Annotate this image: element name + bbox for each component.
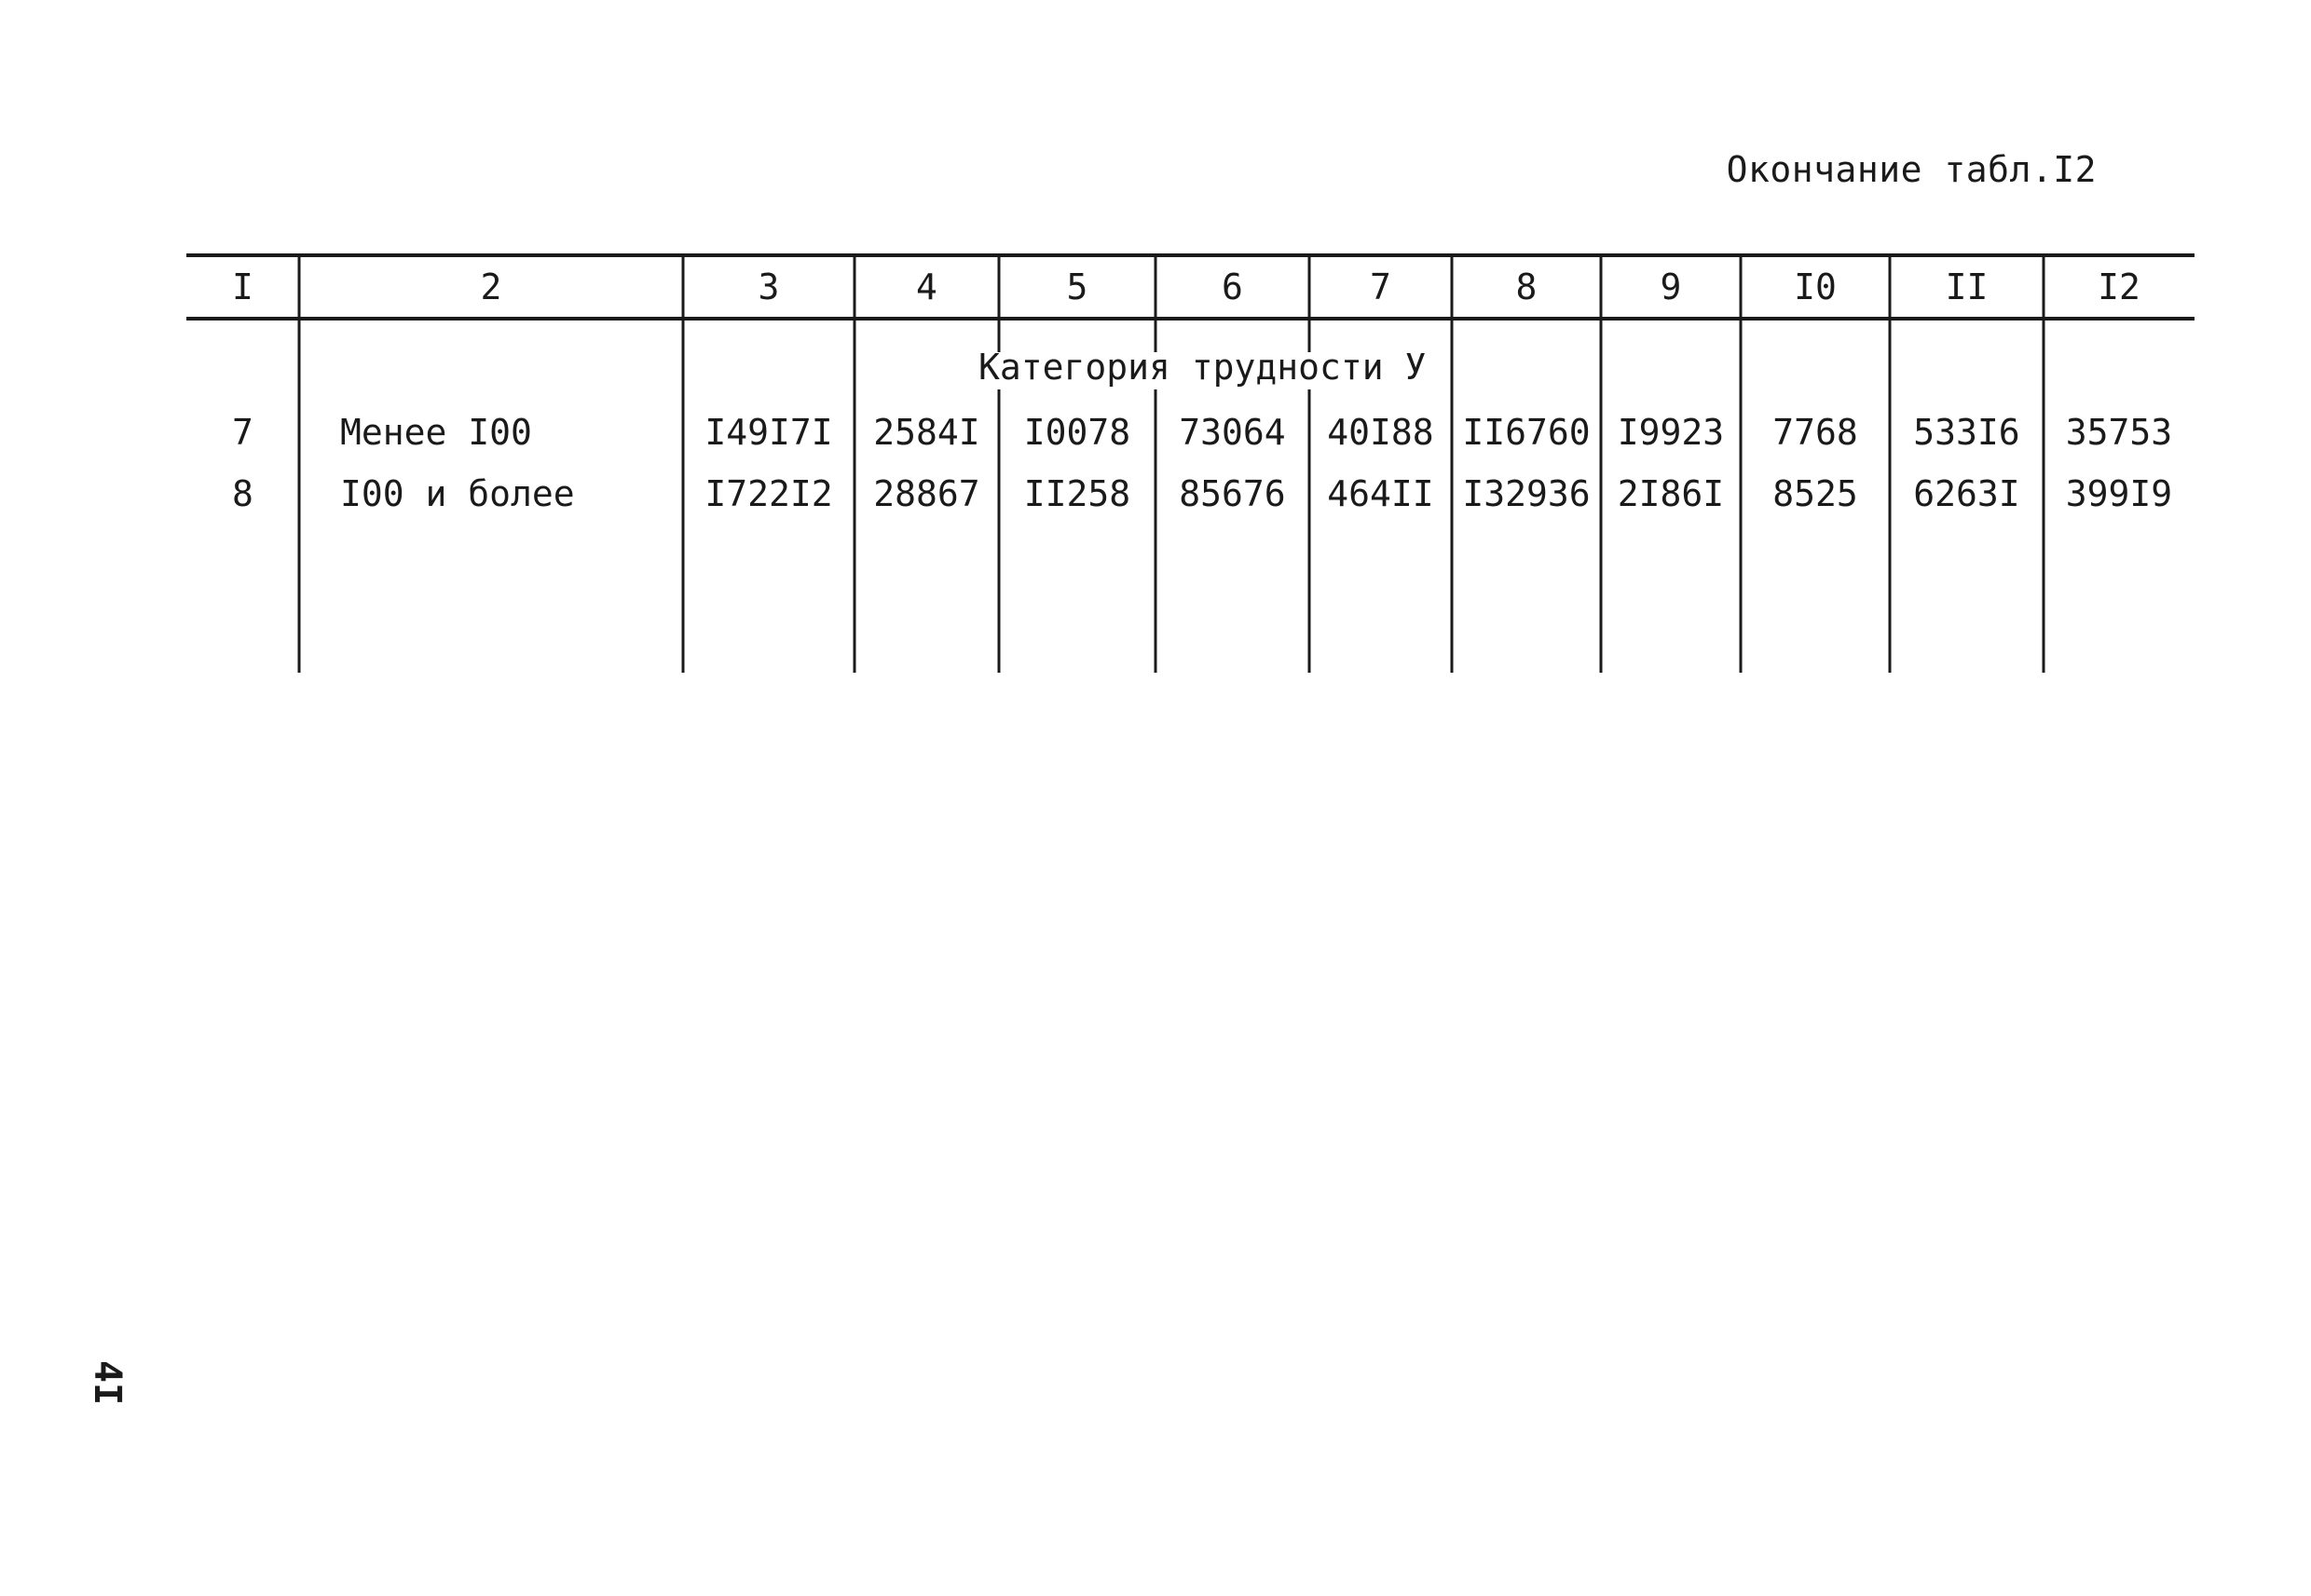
header-col-1: I: [232, 266, 253, 307]
row-cell: 2I86I: [1617, 473, 1725, 514]
header-col-7: 7: [1370, 266, 1391, 307]
header-col-11: II: [1945, 266, 1989, 307]
row-cell: I49I7I: [704, 412, 833, 453]
row-cell: 6263I: [1913, 473, 2020, 514]
row-cell: 40I88: [1327, 412, 1434, 453]
row-cell: I0078: [1023, 412, 1131, 453]
row-label: Менее I00: [340, 412, 532, 453]
page-number: 4I: [86, 1360, 129, 1406]
header-col-4: 4: [916, 266, 937, 307]
header-col-6: 6: [1222, 266, 1243, 307]
header-col-5: 5: [1066, 266, 1088, 307]
row-cell: 85676: [1179, 473, 1286, 514]
row-cell: I9923: [1617, 412, 1725, 453]
header-col-3: 3: [758, 266, 780, 307]
header-col-2: 2: [480, 266, 502, 307]
row-label: I00 и более: [340, 473, 575, 514]
header-col-9: 9: [1660, 266, 1682, 307]
row-cell: 464II: [1327, 473, 1434, 514]
row-number: 7: [232, 412, 253, 453]
row-cell: 35753: [2065, 412, 2173, 453]
header-col-8: 8: [1515, 266, 1538, 307]
header-col-12: I2: [2098, 266, 2140, 307]
header-col-10: I0: [1794, 266, 1837, 307]
row-cell: 7768: [1772, 412, 1858, 453]
row-cell: 2584I: [873, 412, 980, 453]
row-number: 8: [232, 473, 253, 514]
row-cell: 8525: [1772, 473, 1858, 514]
row-cell: 533I6: [1913, 412, 2020, 453]
row-cell: I32936: [1462, 473, 1591, 514]
row-cell: II6760: [1462, 412, 1591, 453]
row-cell: I722I2: [704, 473, 833, 514]
row-cell: 28867: [873, 473, 980, 514]
row-cell: 73064: [1179, 412, 1286, 453]
table-caption: Окончание табл.I2: [1726, 149, 2097, 190]
row-cell: II258: [1023, 473, 1131, 514]
row-cell: 399I9: [2065, 473, 2173, 514]
category-label: Категория трудности У: [978, 347, 1427, 388]
